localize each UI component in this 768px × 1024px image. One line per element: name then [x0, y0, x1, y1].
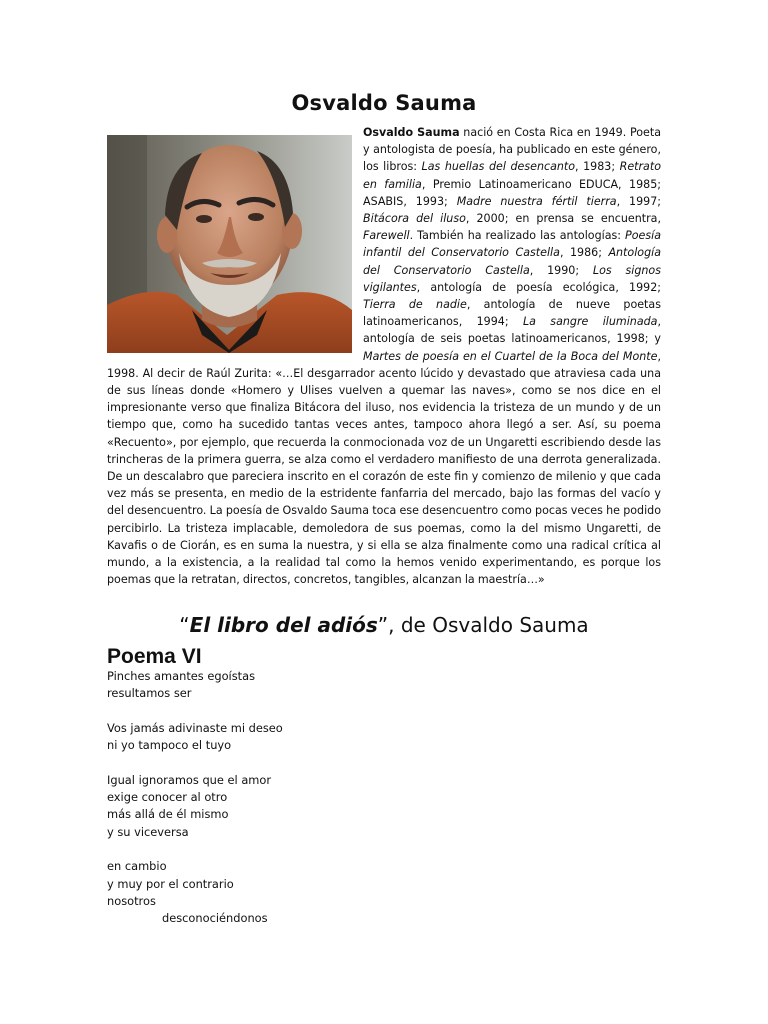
close-quote: ”: [377, 613, 389, 637]
poem-line: Pinches amantes egoístas: [107, 669, 256, 683]
bio-text: , antología de nueve poetas latinoamericanos, 1994;: [363, 298, 661, 329]
poem-heading: Poema VI: [107, 645, 202, 668]
bio-text: , antología de seis poetas latinoamericanos, 1998; y: [363, 315, 661, 346]
bio-text: , 1998. Al decir de Raúl Zurita: «…El desgarrador acento lúcido y devastado que atraviesa cada una de sus líneas donde «Homero y Ulises vuelven a quemar las naves», como se nos dice en el impresionante verso que finaliza Bitácora del iluso, nos evidencia la tristeza de un mundo y de un tiempo que, como ha sucedido tantas veces antes, tampoco ahora llegó a ser. Así, su poema «Recuento», por ejemplo, que recuerda la conmocionada voz de un Ungaretti escribiendo desde las trincheras de la primera guerra, se alza como el verdadero manifiesto de una derrota generalizada. De un descalabro que pareciera inscrito en el corazón de este fin y comienzo de milenio y que cada vez más se presenta, en medio de la estridente fanfarria del mercado, bajo las formas del vacío y del desencuentro. La poesía de Osvaldo Sauma toca ese desencuentro como pocas veces he podido percibirlo. La tristeza implacable, demoledora de sus poemas, como la del mismo Ungaretti, de Kavafis o de Ciorán, es en suma la nuestra, y si ella se alza finalmente como una radical crítica al mundo, a la existencia, a la realidad tal como la hemos venido experimentando, es porque los poemas que la retratan, directos, concretos, tangibles, alcanzan la maestría…»: [107, 349, 661, 587]
poem-line: y muy por el contrario: [107, 876, 234, 891]
photo-spacer: [107, 124, 363, 355]
poem-line: [107, 703, 283, 720]
bio-text: , 1997;: [616, 194, 662, 208]
book-title-italic: Tierra de nadie: [363, 298, 467, 312]
bio-text: , 2000; en prensa se encuentra,: [465, 212, 661, 226]
page-title: Osvaldo Sauma: [291, 91, 477, 115]
book-title-italic: Madre nuestra fértil tierra: [456, 194, 617, 208]
bio-text: , Premio Latinoamericano EDUCA, 1985; ASABIS, 1993;: [363, 177, 661, 208]
bio-text: , 1983;: [575, 160, 620, 174]
open-quote: “: [179, 613, 190, 637]
poem-line: [107, 841, 283, 858]
poem-line: Vos jamás adivinaste mi deseo: [107, 720, 283, 735]
book-title-italic: Retrato en familia: [363, 160, 661, 191]
bio-text: nació en Costa Rica en 1949. Poeta y antologista de poesía, ha publicado en este género, los libros:: [363, 126, 662, 174]
book-title-italic: Las huellas del desencanto: [421, 160, 576, 174]
book-title-italic: Poesía infantil del Conservatorio Castella: [363, 229, 661, 260]
poem-line: más allá de él mismo: [107, 807, 229, 822]
book-title-italic: Antología del Conservatorio Castella: [363, 246, 661, 277]
poem-line: [107, 754, 283, 771]
poem-line: desconociéndonos: [162, 911, 268, 926]
bio-text: , antología de poesía ecológica, 1992;: [416, 280, 661, 294]
book-author: , de Osvaldo Sauma: [388, 613, 589, 637]
poem-line: nosotros: [107, 893, 156, 908]
biography-text: [107, 124, 661, 588]
poem-line: en cambio: [107, 859, 167, 874]
book-title-italic: La sangre iluminada: [522, 315, 658, 329]
bio-text: , 1986;: [559, 246, 609, 260]
poem-text: [107, 668, 283, 927]
poem-line: resultamos ser: [107, 686, 192, 701]
author-name: Osvaldo Sauma: [363, 126, 460, 139]
poem-line: ni yo tampoco el tuyo: [107, 738, 232, 753]
book-title: El libro del adiós: [189, 613, 378, 637]
book-title-italic: Martes de poesía en el Cuartel de la Boca del Monte: [363, 349, 658, 363]
poem-line: y su viceversa: [107, 824, 189, 839]
book-title-italic: Los signos vigilantes: [363, 263, 662, 294]
bio-text: , 1990;: [529, 263, 593, 277]
poem-line: Igual ignoramos que el amor: [107, 772, 272, 787]
book-title-italic: Bitácora del iluso: [363, 212, 466, 226]
bio-text: . También ha realizado las antologías:: [409, 229, 626, 243]
book-heading: [0, 613, 768, 637]
poem-line: exige conocer al otro: [107, 790, 228, 805]
book-title-italic: Farewell: [363, 229, 410, 243]
